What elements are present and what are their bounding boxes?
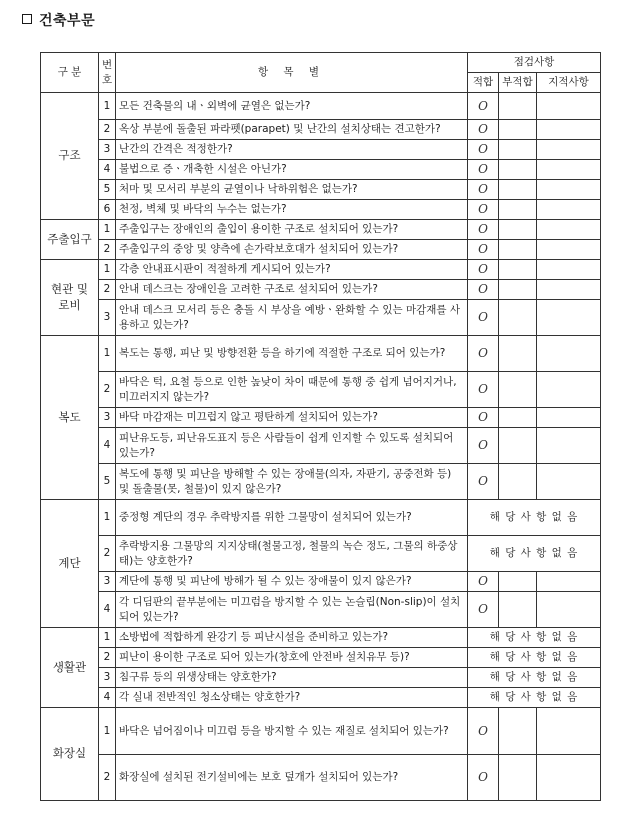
- row-number: 4: [99, 688, 116, 708]
- check-item-text: 각 실내 전반적인 청소상태는 양호한가?: [116, 688, 468, 708]
- category-cell: 구조: [41, 93, 99, 220]
- category-cell: 생활관: [41, 628, 99, 708]
- ok-mark: O: [468, 708, 499, 755]
- category-cell: 주출입구: [41, 220, 99, 260]
- row-number: 4: [99, 428, 116, 464]
- check-item-text: 각 디딤판의 끝부분에는 미끄럼을 방지할 수 있는 논슬립(Non-slip)이 설치되어 있는가?: [116, 592, 468, 628]
- header-number-line2: 호: [102, 73, 113, 86]
- check-item-text: 화장실에 설치된 전기설비에는 보호 덮개가 설치되어 있는가?: [116, 755, 468, 801]
- not-ok-cell: [499, 708, 537, 755]
- not-applicable-cell: 해 당 사 항 없 음: [468, 668, 601, 688]
- table-row: [41, 648, 601, 668]
- table-row: [41, 300, 601, 336]
- not-ok-cell: [499, 280, 537, 300]
- header-number: [99, 53, 116, 93]
- row-number: 3: [99, 140, 116, 160]
- ok-mark: O: [468, 260, 499, 280]
- remarks-cell: [537, 755, 601, 801]
- not-applicable-cell: 해 당 사 항 없 음: [468, 500, 601, 536]
- row-number: 2: [99, 536, 116, 572]
- table-row: [41, 668, 601, 688]
- check-item-text: 바닥은 넘어짐이나 미끄럼 등을 방지할 수 있는 재질로 설치되어 있는가?: [116, 708, 468, 755]
- check-item-text: 추락방지용 그물망의 지지상태(철물고정, 철물의 녹슨 정도, 그물의 하중상태)는 양호한가?: [116, 536, 468, 572]
- ok-mark: O: [468, 464, 499, 500]
- ok-mark: O: [468, 140, 499, 160]
- not-ok-cell: [499, 180, 537, 200]
- ok-mark: O: [468, 180, 499, 200]
- row-number: 2: [99, 755, 116, 801]
- row-number: 1: [99, 93, 116, 120]
- table-row: [41, 200, 601, 220]
- ok-mark: O: [468, 120, 499, 140]
- row-number: 3: [99, 572, 116, 592]
- ok-mark: O: [468, 300, 499, 336]
- remarks-cell: [537, 140, 601, 160]
- table-row: [41, 708, 601, 755]
- ok-mark: O: [468, 220, 499, 240]
- not-ok-cell: [499, 592, 537, 628]
- row-number: 2: [99, 240, 116, 260]
- table-row: [41, 628, 601, 648]
- ok-mark: O: [468, 372, 499, 408]
- check-item-text: 각층 안내표시판이 적절하게 게시되어 있는가?: [116, 260, 468, 280]
- row-number: 2: [99, 120, 116, 140]
- not-ok-cell: [499, 260, 537, 280]
- row-number: 1: [99, 220, 116, 240]
- remarks-cell: [537, 160, 601, 180]
- row-number: 5: [99, 180, 116, 200]
- check-item-text: 피난이 용이한 구조로 되어 있는가(창호에 안전바 설치유무 등)?: [116, 648, 468, 668]
- table-row: [41, 260, 601, 280]
- check-item-text: 모든 건축물의 내ㆍ외벽에 균열은 없는가?: [116, 93, 468, 120]
- not-applicable-cell: 해 당 사 항 없 음: [468, 688, 601, 708]
- row-number: 3: [99, 408, 116, 428]
- header-ok: 적합: [468, 73, 499, 93]
- ok-mark: O: [468, 200, 499, 220]
- header-remarks: 지적사항: [537, 73, 601, 93]
- row-number: 1: [99, 500, 116, 536]
- ok-mark: O: [468, 93, 499, 120]
- category-cell: 계단: [41, 500, 99, 628]
- category-cell: 복도: [41, 336, 99, 500]
- table-row: [41, 336, 601, 372]
- row-number: 1: [99, 260, 116, 280]
- table-row: [41, 240, 601, 260]
- ok-mark: O: [468, 240, 499, 260]
- section-title: [22, 10, 95, 30]
- row-number: 6: [99, 200, 116, 220]
- row-number: 3: [99, 668, 116, 688]
- check-item-text: 주출입구의 중앙 및 양측에 손가락보호대가 설치되어 있는가?: [116, 240, 468, 260]
- table-row: [41, 755, 601, 801]
- check-item-text: 안내 데스크는 장애인을 고려한 구조로 설치되어 있는가?: [116, 280, 468, 300]
- check-item-text: 소방법에 적합하게 완강기 등 피난시설을 준비하고 있는가?: [116, 628, 468, 648]
- remarks-cell: [537, 280, 601, 300]
- checkbox-bullet-icon: [22, 14, 32, 24]
- remarks-cell: [537, 372, 601, 408]
- row-number: 4: [99, 160, 116, 180]
- not-ok-cell: [499, 336, 537, 372]
- table-row: [41, 464, 601, 500]
- table-row: [41, 592, 601, 628]
- category-cell: 현관 및 로비: [41, 260, 99, 336]
- table-row: [41, 220, 601, 240]
- remarks-cell: [537, 120, 601, 140]
- section-title-text: 건축부문: [39, 13, 96, 29]
- not-ok-cell: [499, 220, 537, 240]
- ok-mark: O: [468, 408, 499, 428]
- ok-mark: O: [468, 755, 499, 801]
- not-ok-cell: [499, 140, 537, 160]
- not-ok-cell: [499, 240, 537, 260]
- row-number: 2: [99, 372, 116, 408]
- remarks-cell: [537, 572, 601, 592]
- not-ok-cell: [499, 428, 537, 464]
- check-item-text: 난간의 간격은 적정한가?: [116, 140, 468, 160]
- check-item-text: 중정형 계단의 경우 추락방지를 위한 그물망이 설치되어 있는가?: [116, 500, 468, 536]
- table-row: [41, 428, 601, 464]
- remarks-cell: [537, 592, 601, 628]
- checklist-body: [41, 93, 601, 801]
- check-item-text: 피난유도등, 피난유도표지 등은 사람들이 쉽게 인지할 수 있도록 설치되어 있는가?: [116, 428, 468, 464]
- remarks-cell: [537, 260, 601, 280]
- not-ok-cell: [499, 93, 537, 120]
- check-item-text: 처마 및 모서리 부분의 균열이나 낙하위험은 없는가?: [116, 180, 468, 200]
- check-item-text: 바닥 마감재는 미끄럽지 않고 평탄하게 설치되어 있는가?: [116, 408, 468, 428]
- check-item-text: 주출입구는 장애인의 출입이 용이한 구조로 설치되어 있는가?: [116, 220, 468, 240]
- check-item-text: 계단에 통행 및 피난에 방해가 될 수 있는 장애물이 있지 않은가?: [116, 572, 468, 592]
- table-row: [41, 140, 601, 160]
- not-ok-cell: [499, 572, 537, 592]
- not-ok-cell: [499, 464, 537, 500]
- not-ok-cell: [499, 372, 537, 408]
- remarks-cell: [537, 220, 601, 240]
- not-applicable-cell: 해 당 사 항 없 음: [468, 648, 601, 668]
- inspection-checklist-table: [40, 52, 601, 801]
- table-row: [41, 120, 601, 140]
- not-applicable-cell: 해 당 사 항 없 음: [468, 536, 601, 572]
- ok-mark: O: [468, 336, 499, 372]
- row-number: 5: [99, 464, 116, 500]
- table-row: [41, 572, 601, 592]
- ok-mark: O: [468, 280, 499, 300]
- row-number: 2: [99, 648, 116, 668]
- remarks-cell: [537, 180, 601, 200]
- table-row: [41, 280, 601, 300]
- check-item-text: 불법으로 증ㆍ개축한 시설은 아닌가?: [116, 160, 468, 180]
- header-number-line1: 번: [102, 59, 113, 72]
- category-cell: 화장실: [41, 708, 99, 801]
- not-ok-cell: [499, 120, 537, 140]
- header-items: 항 목 별: [116, 53, 468, 93]
- not-ok-cell: [499, 408, 537, 428]
- check-item-text: 복도에 통행 및 피난을 방해할 수 있는 장애물(의자, 자판기, 공중전화 등) 및 돌출물(못, 철물)이 있지 않은가?: [116, 464, 468, 500]
- remarks-cell: [537, 464, 601, 500]
- header-inspection: 점검사항: [468, 53, 601, 73]
- remarks-cell: [537, 200, 601, 220]
- check-item-text: 안내 데스크 모서리 등은 충돌 시 부상을 예방ㆍ완화할 수 있는 마감재를 사용하고 있는가?: [116, 300, 468, 336]
- row-number: 1: [99, 336, 116, 372]
- table-row: [41, 180, 601, 200]
- remarks-cell: [537, 300, 601, 336]
- remarks-cell: [537, 240, 601, 260]
- check-item-text: 천정, 벽체 및 바닥의 누수는 없는가?: [116, 200, 468, 220]
- header-category: 구 분: [41, 53, 99, 93]
- ok-mark: O: [468, 428, 499, 464]
- table-row: [41, 160, 601, 180]
- table-row: [41, 536, 601, 572]
- not-ok-cell: [499, 200, 537, 220]
- check-item-text: 바닥은 턱, 요철 등으로 인한 높낮이 차이 때문에 통행 중 쉽게 넘어지거나, 미끄러지지 않는가?: [116, 372, 468, 408]
- table-row: [41, 93, 601, 120]
- table-row: [41, 500, 601, 536]
- not-ok-cell: [499, 160, 537, 180]
- table-row: [41, 688, 601, 708]
- ok-mark: O: [468, 592, 499, 628]
- remarks-cell: [537, 408, 601, 428]
- check-item-text: 옥상 부분에 돌출된 파라펫(parapet) 및 난간의 설치상태는 견고한가?: [116, 120, 468, 140]
- not-ok-cell: [499, 755, 537, 801]
- remarks-cell: [537, 428, 601, 464]
- row-number: 1: [99, 628, 116, 648]
- check-item-text: 복도는 통행, 피난 및 방향전환 등을 하기에 적절한 구조로 되어 있는가?: [116, 336, 468, 372]
- check-item-text: 침구류 등의 위생상태는 양호한가?: [116, 668, 468, 688]
- table-row: [41, 372, 601, 408]
- ok-mark: O: [468, 572, 499, 592]
- row-number: 1: [99, 708, 116, 755]
- row-number: 2: [99, 280, 116, 300]
- table-row: [41, 408, 601, 428]
- remarks-cell: [537, 708, 601, 755]
- not-ok-cell: [499, 300, 537, 336]
- row-number: 4: [99, 592, 116, 628]
- ok-mark: O: [468, 160, 499, 180]
- row-number: 3: [99, 300, 116, 336]
- remarks-cell: [537, 93, 601, 120]
- header-not-ok: 부적합: [499, 73, 537, 93]
- remarks-cell: [537, 336, 601, 372]
- not-applicable-cell: 해 당 사 항 없 음: [468, 628, 601, 648]
